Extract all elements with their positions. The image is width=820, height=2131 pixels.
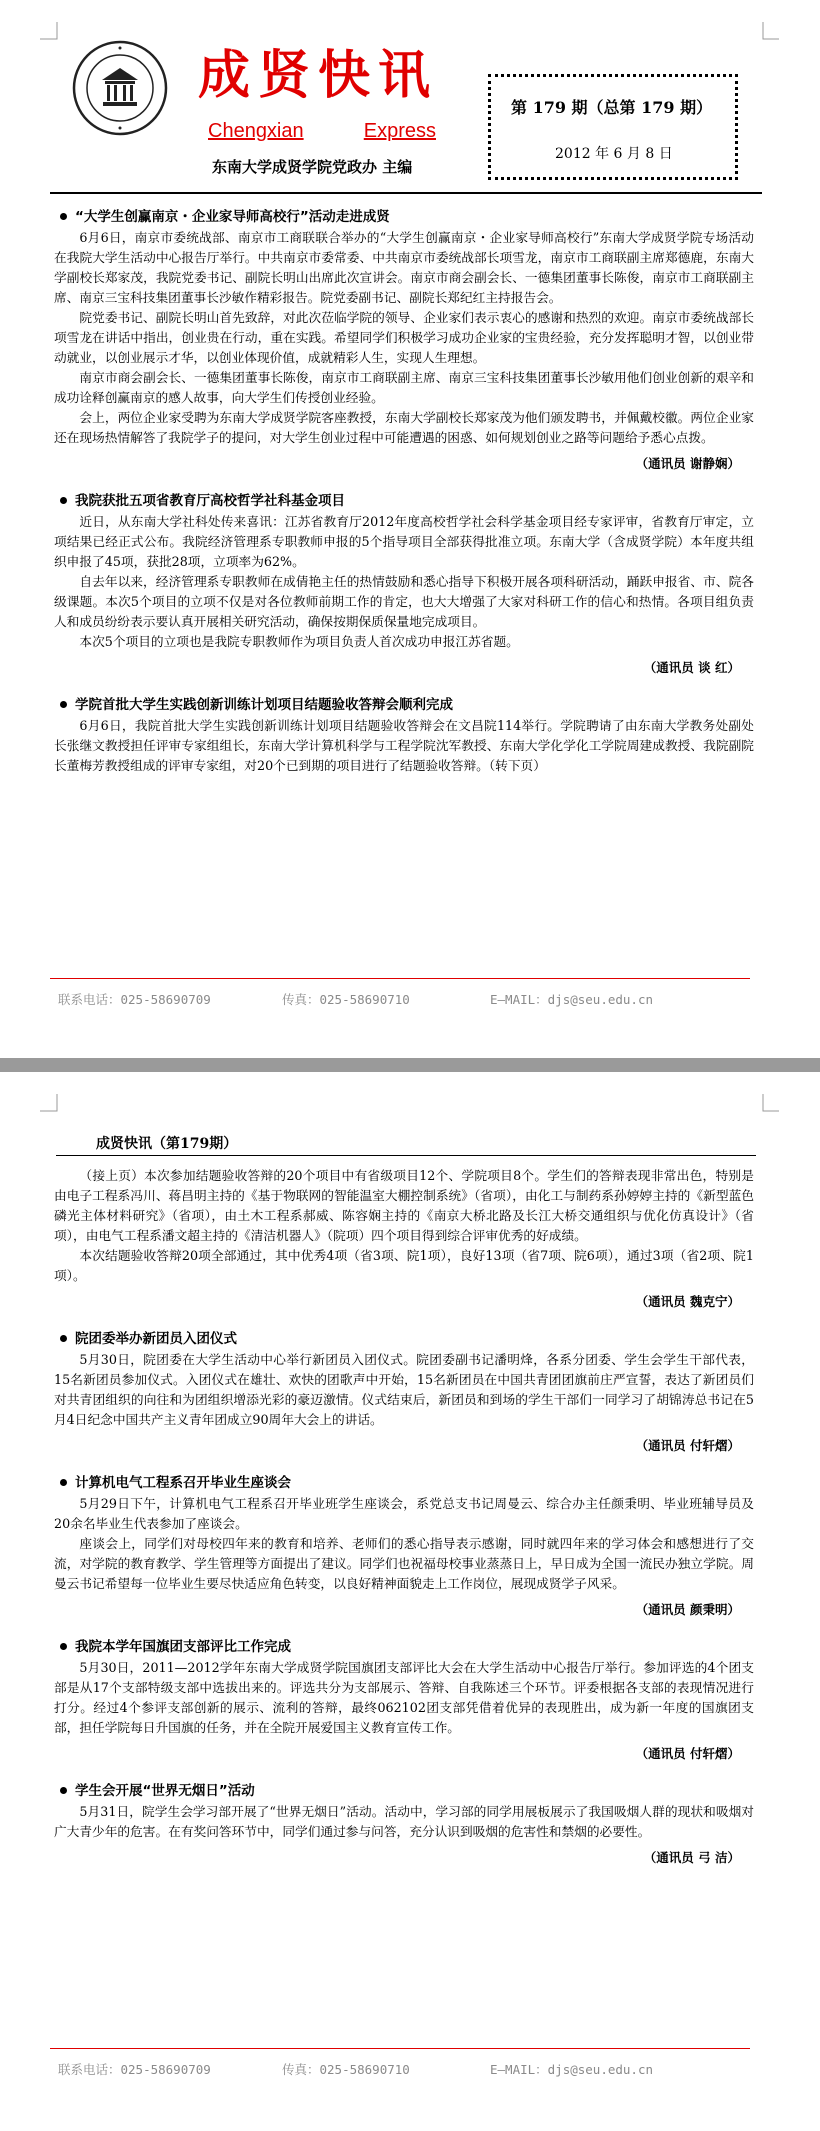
article-paragraph: 自去年以来，经济管理系专职教师在成倩艳主任的热情鼓励和悉心指导下积极开展各项科研活动，踊跃申报省、市、院各级课题。本次5个项目的立项不仅是对各位教师前期工作的肯定，也大大增强了大家对科研工作的信心和热情。各项目组负责人和成员纷纷表示要认真开展相关研究活动，确保按期保质保量地完成项目。 (54, 574, 754, 629)
margin-corner-mark (40, 1094, 58, 1112)
article-paragraph: 5月30日，院团委在大学生活动中心举行新团员入团仪式。院团委副书记潘明烽，各系分团委、学生会学生干部代表，15名新团员参加仪式。入团仪式在雄壮、欢快的团歌声中开始，15名新团员在中国共青团团旗前庄严宣誓，表达了新团员们对共青团组织的向往和为团组织增添光彩的豪迈激情。仪式结束后，新团员和到场的学生干部们一同学习了胡锦涛总书记在5月4日纪念中国共产主义青年团成立90周年大会上的讲话。 (54, 1352, 754, 1427)
university-seal-logo (72, 40, 168, 136)
news-article (54, 490, 754, 678)
article-byline: （通讯员 颜秉明） (635, 1602, 740, 1617)
article-title: 院团委举办新团员入团仪式 (54, 1328, 754, 1350)
news-article-continued (54, 1166, 754, 1312)
article-paragraph: 6月6日，我院首批大学生实践创新训练计划项目结题验收答辩会在文昌院114举行。学院聘请了由东南大学教务处副处长张继文教授担任评审专家组组长，东南大学计算机科学与工程学院沈军教授、东南大学化学化工学院周建成教授、我院副院长董梅芳教授组成的评审专家组，对20个已到期的项目进行了结题验收答辩。（转下页） (54, 718, 754, 773)
issue-info-box (488, 74, 738, 180)
bullet-icon (60, 701, 67, 708)
article-title: 学院首批大学生实践创新训练计划项目结题验收答辩会顺利完成 (54, 694, 754, 716)
bullet-icon (60, 1479, 67, 1486)
publisher-line: 东南大学成贤学院党政办 主编 (212, 158, 413, 176)
article-byline: （通讯员 魏克宁） (635, 1294, 740, 1309)
article-paragraph: 南京市商会副会长、一德集团董事长陈俊，南京市工商联副主席、南京三宝科技集团董事长沙敏用他们创业创新的艰辛和成功诠释创赢南京的感人故事，向大学生们传授创业经验。 (54, 370, 754, 405)
article-byline: （通讯员 弓 洁） (643, 1850, 740, 1865)
page-1-articles (54, 206, 754, 776)
footer-phone: 联系电话：025-58690709 (58, 2062, 211, 2077)
article-paragraph: 5月31日，院学生会学习部开展了“世界无烟日”活动。活动中，学习部的同学用展板展示了我国吸烟人群的现状和吸烟对广大青少年的危害。在有奖问答环节中，同学们通过参与问答，充分认识到吸烟的危害性和禁烟的必要性。 (54, 1804, 754, 1839)
article-byline: （通讯员 谈 红） (643, 660, 740, 675)
running-header: 成贤快讯（第179期） (96, 1136, 238, 1152)
news-article (54, 206, 754, 474)
article-paragraph: 座谈会上，同学们对母校四年来的教育和培养、老师们的悉心指导表示感谢，同时就四年来的学习体会和感想进行了交流，对学院的教育教学、学生管理等方面提出了建议。同学们也祝福母校事业蒸蒸日上，早日成为全国一流民办独立学院。周曼云书记希望每一位毕业生要尽快适应角色转变，以良好精神面貌走上工作岗位，展现成贤学子风采。 (54, 1536, 754, 1591)
margin-corner-mark (762, 1094, 780, 1112)
footer-phone: 联系电话：025-58690709 (58, 992, 211, 1007)
article-title: 学生会开展“世界无烟日”活动 (54, 1780, 754, 1802)
article-title: “大学生创赢南京・企业家导师高校行”活动走进成贤 (54, 206, 754, 228)
running-header-divider (56, 1155, 756, 1156)
newsletter-page-1 (0, 0, 820, 1058)
article-paragraph: 6月6日，南京市委统战部、南京市工商联联合举办的“大学生创赢南京・企业家导师高校行”东南大学成贤学院专场活动在我院大学生活动中心报告厅举行。中共南京市委常委、中共南京市委统战部长项雪龙，南京市工商联副主席郑德鹿，东南大学副校长郑家茂，我院党委书记、副院长明山出席此次宣讲会。南京市商会副会长、一德集团董事长陈俊，南京市工商联副主席、南京三宝科技集团董事长沙敏作精彩报告。院党委副书记、副院长郑纪红主持报告会。 (54, 230, 754, 305)
news-article (54, 1780, 754, 1868)
footer-fax: 传真：025-58690710 (282, 992, 410, 1007)
article-title: 我院本学年国旗团支部评比工作完成 (54, 1636, 754, 1658)
margin-corner-mark (762, 22, 780, 40)
newsletter-title: 成贤快讯 (198, 45, 439, 106)
article-byline: （通讯员 谢静娴） (635, 456, 740, 471)
news-article (54, 1472, 754, 1620)
article-paragraph: 院党委书记、副院长明山首先致辞，对此次莅临学院的领导、企业家们表示衷心的感谢和热烈的欢迎。南京市委统战部长项雪龙在讲话中指出，创业贵在行动，重在实践。希望同学们积极学习成功企业家的宝贵经验，充分发挥聪明才智，以创业带动就业，以创业展示才华，以创业体现价值，成就精彩人生，实现人生理想。 (54, 310, 754, 365)
newsletter-title-english: Chengxian Express (208, 120, 436, 142)
news-article (54, 1636, 754, 1764)
article-byline: （通讯员 付轩熠） (635, 1746, 740, 1761)
footer-divider (50, 978, 750, 979)
news-article (54, 694, 754, 776)
article-byline: （通讯员 付轩熠） (635, 1438, 740, 1453)
page-2-articles (54, 1166, 754, 1868)
footer-divider (50, 2048, 750, 2049)
bullet-icon (60, 213, 67, 220)
header-divider (50, 192, 762, 194)
bullet-icon (60, 1787, 67, 1794)
bullet-icon (60, 1643, 67, 1650)
article-paragraph: 本次5个项目的立项也是我院专职教师作为项目负责人首次成功申报江苏省题。 (79, 634, 519, 649)
article-paragraph: 5月29日下午，计算机电气工程系召开毕业班学生座谈会，系党总支书记周曼云、综合办主任颜秉明、毕业班辅导员及20余名毕业生代表参加了座谈会。 (54, 1496, 754, 1531)
bullet-icon (60, 497, 67, 504)
article-title: 计算机电气工程系召开毕业生座谈会 (54, 1472, 754, 1494)
footer-fax: 传真：025-58690710 (282, 2062, 410, 2077)
news-article (54, 1328, 754, 1456)
bullet-icon (60, 1335, 67, 1342)
article-paragraph: 本次结题验收答辩20项全部通过，其中优秀4项（省3项、院1项），良好13项（省7项、院6项），通过3项（省2项、院1项）。 (54, 1248, 754, 1283)
footer-email: E—MAIL：djs@seu.edu.cn (490, 2062, 654, 2077)
issue-number: 第 179 期（总第 179 期） (511, 98, 713, 117)
article-title: 我院获批五项省教育厅高校哲学社科基金项目 (54, 490, 754, 512)
article-paragraph: 近日，从东南大学社科处传来喜讯：江苏省教育厅2012年度高校哲学社会科学基金项目经专家评审，省教育厅审定，立项结果已经正式公布。我院经济管理系专职教师申报的5个指导项目全部获得批准立项。东南大学（含成贤学院）本年度共组织申报了45项，获批28项，立项率为62%。 (54, 514, 754, 569)
article-paragraph: 会上，两位企业家受聘为东南大学成贤学院客座教授，东南大学副校长郑家茂为他们颁发聘书，并佩戴校徽。两位企业家还在现场热情解答了我院学子的提问，对大学生创业过程中可能遭遇的困惑、如何规划创业之路等问题给予悉心点拨。 (54, 410, 754, 445)
footer-email: E—MAIL：djs@seu.edu.cn (490, 992, 654, 1007)
issue-date: 2012 年 6 月 8 日 (555, 146, 673, 162)
article-paragraph: （接上页）本次参加结题验收答辩的20个项目中有省级项目12个、学院项目8个。学生们的答辩表现非常出色，特别是由电子工程系冯川、蒋昌明主持的《基于物联网的智能温室大棚控制系统》（省项），由化工与制药系孙婷婷主持的《新型蓝色磷光主体材料研究》（省项），由土木工程系郝威、陈容娴主持的《南京大桥北路及长江大桥交通组织与优化仿真设计》（省项），由电气工程系潘文超主持的《清洁机器人》（院项）四个项目得到综合评审优秀的好成绩。 (54, 1168, 754, 1243)
margin-corner-mark (40, 22, 58, 40)
article-paragraph: 5月30日，2011—2012学年东南大学成贤学院国旗团支部评比大会在大学生活动中心报告厅举行。参加评选的4个团支部是从17个支部特级支部中选拔出来的。评选共分为支部展示、答辩、自我陈述三个环节。评委根据各支部的表现情况进行打分。经过4个参评支部创新的展示、流利的答辩，最终062102团支部凭借着优异的表现胜出，成为新一年度的国旗团支部，担任学院每日升国旗的任务，并在全院开展爱国主义教育宣传工作。 (54, 1660, 754, 1735)
